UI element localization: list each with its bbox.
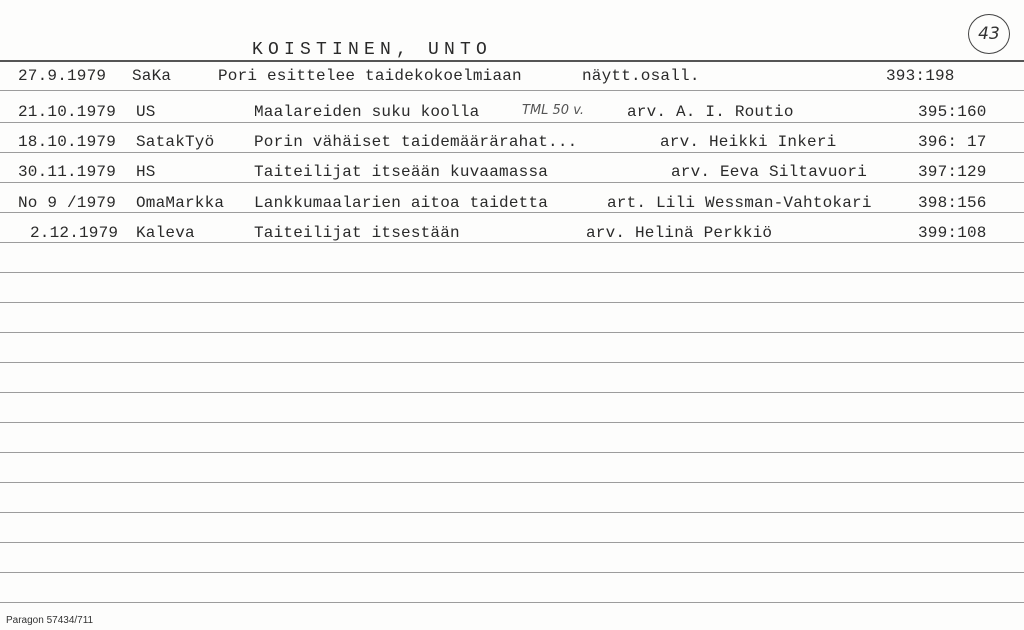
entry-reviewer: art. Lili Wessman-Vahtokari [607,194,872,212]
entry-source: SaKa [132,67,172,85]
ruled-line [0,542,1024,543]
entry-reviewer: arv. Helinä Perkkiö [586,224,773,242]
entry-source: US [136,103,156,121]
ruled-line [0,332,1024,333]
ruled-line [0,512,1024,513]
card-footer: Paragon 57434/711 [6,615,94,626]
ruled-line [0,122,1024,123]
entry-source: SatakTyö [136,133,215,151]
entry-source: OmaMarkka [136,194,225,212]
ruled-line [0,482,1024,483]
entry-title: Porin vähäiset taidemäärärahat... [254,133,578,151]
ruled-line [0,602,1024,603]
entry-date: 18.10.1979 [18,133,117,151]
ruled-line [0,242,1024,243]
entry-date: 30.11.1979 [18,163,117,181]
entry-date: 27.9.1979 [18,67,107,85]
entry-reviewer: arv. Heikki Inkeri [660,133,837,151]
entry-source: Kaleva [136,224,195,242]
handwritten-note: TML 50 v. [522,103,584,118]
ruled-line [0,90,1024,91]
entry-ref: 397:129 [918,163,987,181]
ruled-line [0,572,1024,573]
entry-title: Maalareiden suku koolla [254,103,480,121]
entry-title: Lankkumaalarien aitoa taidetta [254,194,549,212]
entry-title: Taiteilijat itsestään [254,224,460,242]
entry-reviewer: arv. Eeva Siltavuori [671,163,868,181]
ruled-line [0,302,1024,303]
ruled-line [0,362,1024,363]
entry-title: Taiteilijat itseään kuvaamassa [254,163,549,181]
entry-ref: 395:160 [918,103,987,121]
entry-date: 21.10.1979 [18,103,117,121]
ruled-line [0,212,1024,213]
entry-ref: 399:108 [918,224,987,242]
entry-date: No 9 /1979 [18,194,117,212]
entry-reviewer: arv. A. I. Routio [627,103,794,121]
entry-reviewer: näytt.osall. [582,67,700,85]
ruled-line [0,272,1024,273]
ruled-line [0,152,1024,153]
page-number-circle: 43 [968,14,1010,54]
entry-source: HS [136,163,156,181]
ruled-line [0,422,1024,423]
entry-title: Pori esittelee taidekokoelmiaan [218,67,522,85]
entry-ref: 393:198 [886,67,955,85]
ruled-line [0,182,1024,183]
entry-ref: 396: 17 [918,133,987,151]
entry-date: 2.12.1979 [30,224,119,242]
header-rule [0,60,1024,62]
card-title: KOISTINEN, UNTO [252,40,493,60]
ruled-line [0,452,1024,453]
entry-ref: 398:156 [918,194,987,212]
ruled-line [0,392,1024,393]
